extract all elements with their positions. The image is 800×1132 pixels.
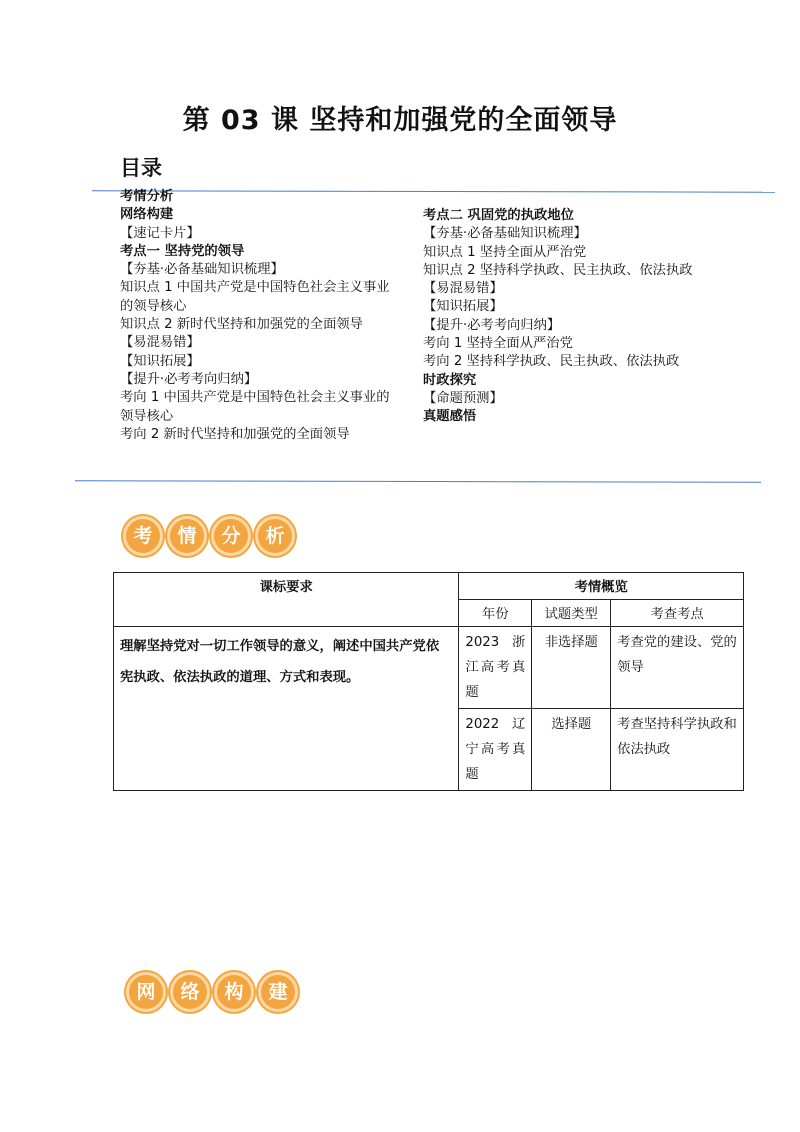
cell-year: 2022 辽宁高考真题 <box>459 709 532 791</box>
subheader-year: 年份 <box>459 600 532 627</box>
badge-char: 考 <box>123 516 163 556</box>
toc-item[interactable]: 时政探究 <box>423 372 477 388</box>
toc-item[interactable]: 真题感悟 <box>423 409 477 425</box>
page-title: 第 03 课 坚持和加强党的全面领导 <box>182 105 618 136</box>
toc-item[interactable]: 网络构建 <box>120 207 174 223</box>
toc-item[interactable]: 【易混易错】 <box>120 335 200 351</box>
table-row <box>114 627 744 709</box>
cell-year: 2023 浙江高考真题 <box>459 627 532 709</box>
toc-item[interactable]: 考向 2 新时代坚持和加强党的全面领导 <box>120 426 350 442</box>
col-header-requirements: 课标要求 <box>114 573 459 627</box>
badge-char: 网 <box>126 972 166 1012</box>
badge-char: 情 <box>167 516 207 556</box>
badge-char: 建 <box>258 972 298 1012</box>
badge-char: 分 <box>211 516 251 556</box>
toc-item[interactable]: 考点一 坚持党的领导 <box>120 243 245 259</box>
toc-item[interactable]: 【夯基·必备基础知识梳理】 <box>120 262 284 278</box>
requirement-text: 理解坚持党对一切工作领导的意义，阐述中国共产党依宪执政、依法执政的道理、方式和表现。 <box>114 627 459 791</box>
toc-item[interactable]: 【知识拓展】 <box>120 353 200 369</box>
cell-type: 非选择题 <box>532 627 611 709</box>
toc-right-column <box>423 207 693 427</box>
toc-left-column <box>120 188 392 444</box>
badge-char: 析 <box>255 516 295 556</box>
col-header-overview: 考情概览 <box>459 573 744 600</box>
toc-item[interactable]: 知识点 2 新时代坚持和加强党的全面领导 <box>120 317 363 333</box>
toc-item[interactable]: 【知识拓展】 <box>423 299 503 315</box>
toc-item[interactable]: 【易混易错】 <box>423 281 503 297</box>
subheader-type: 试题类型 <box>532 600 611 627</box>
toc-item[interactable]: 【命题预测】 <box>423 390 503 406</box>
toc-item[interactable]: 知识点 1 坚持全面从严治党 <box>423 244 587 260</box>
badge-char: 构 <box>214 972 254 1012</box>
toc-item[interactable]: 考向 1 中国共产党是中国特色社会主义事业的领导核心 <box>120 390 390 424</box>
toc-item[interactable]: 【速记卡片】 <box>120 225 200 241</box>
toc-heading: 目录 <box>120 156 162 180</box>
toc-item[interactable]: 【提升·必考考向归纳】 <box>120 371 258 387</box>
toc-item[interactable]: 【夯基·必备基础知识梳理】 <box>423 226 587 242</box>
section-badge-network <box>126 968 302 1016</box>
toc-item[interactable]: 知识点 2 坚持科学执政、民主执政、依法执政 <box>423 262 693 278</box>
cell-point: 考查党的建设、党的领导 <box>611 627 744 709</box>
toc-bottom-rule <box>75 480 761 482</box>
cell-type: 选择题 <box>532 709 611 791</box>
toc-item[interactable]: 【提升·必考考向归纳】 <box>423 317 561 333</box>
subheader-point: 考查考点 <box>611 600 744 627</box>
toc-item[interactable]: 知识点 1 中国共产党是中国特色社会主义事业的领导核心 <box>120 280 390 314</box>
toc-item[interactable]: 考点二 巩固党的执政地位 <box>423 208 574 223</box>
requirements-table <box>113 572 744 791</box>
section-badge-analysis <box>123 512 299 560</box>
badge-char: 络 <box>170 972 210 1012</box>
toc-item[interactable]: 考向 2 坚持科学执政、民主执政、依法执政 <box>423 354 680 370</box>
toc-item[interactable]: 考向 1 坚持全面从严治党 <box>423 336 573 352</box>
toc-item[interactable]: 考情分析 <box>120 189 174 204</box>
cell-point: 考查坚持科学执政和依法执政 <box>611 709 744 791</box>
